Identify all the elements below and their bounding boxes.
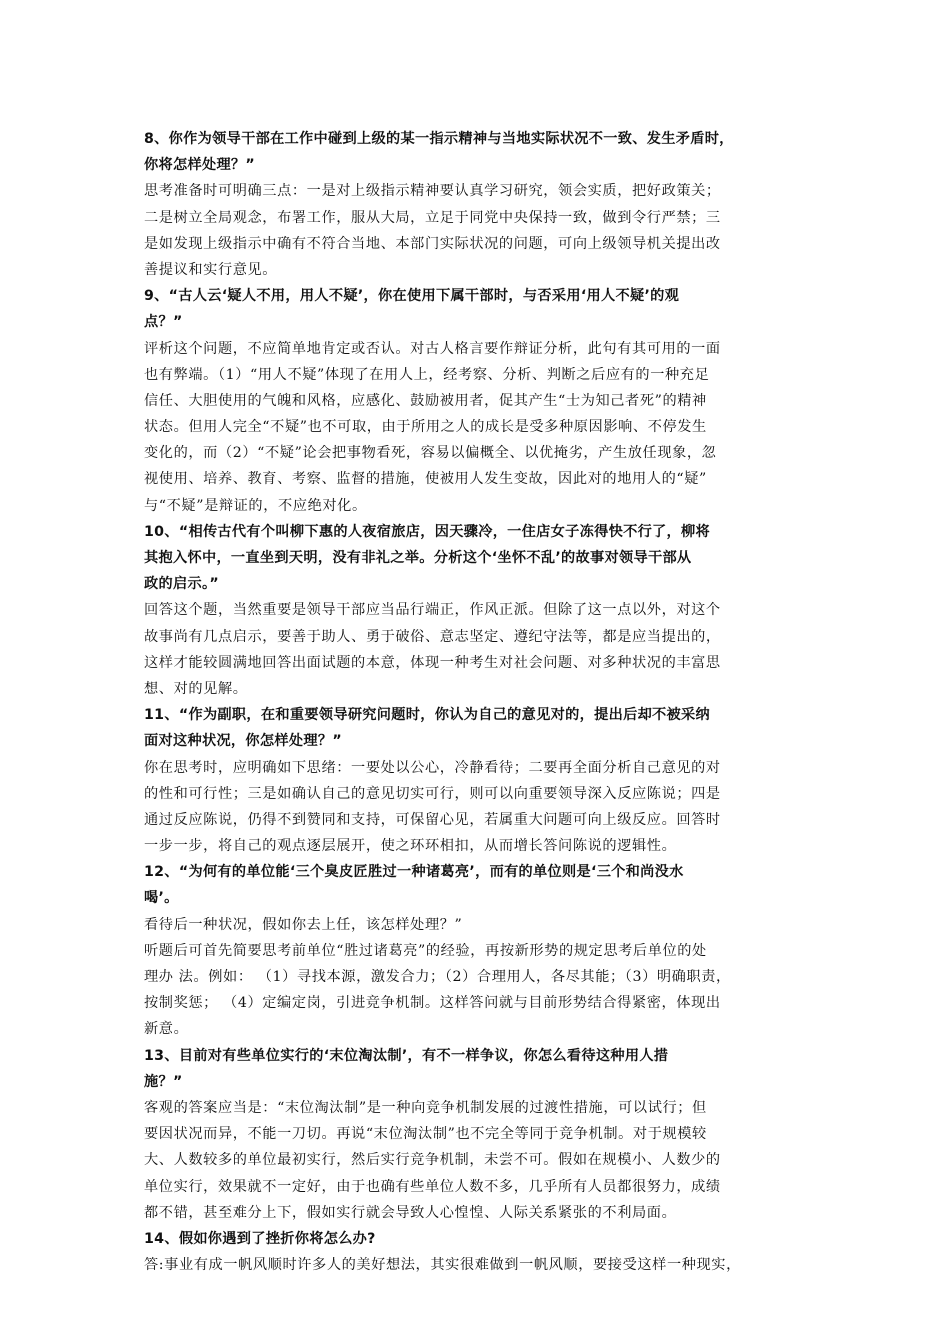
answer-line: 信任、大胆使用的气魄和风格，应感化、鼓励被用者，促其产生“士为知己者死”的精神 — [144, 392, 707, 409]
answer-line: 按制奖惩； （4）定编定岗，引进竞争机制。这样答问就与目前形势结合得紧密，体现出 — [144, 995, 721, 1012]
answer-line: 理办 法。例如： （1）寻找本源，激发合力；（2）合理用人，各尽其能；（3）明确职责， — [144, 969, 731, 985]
answer-line: 变化的，而（2）“不疑”论会把事物看死，容易以偏概全、以优掩劣，产生放任现象，忽 — [144, 445, 717, 462]
answer-line: 也有弊端。（1）“用人不疑”体现了在用人上，经考察、分析、判断之后应有的一种充足 — [144, 366, 710, 383]
answer-line: 的性和可行性；三是如确认自己的意见切实可行，则可以向重要领导深入反应陈说；四是 — [144, 785, 721, 802]
question-line: 14、假如你遇到了挫折你将怎么办? — [144, 1230, 376, 1247]
answer-line: 状态。但用人完全“不疑”也不可取，由于所用之人的成长是受多种原因影响、不停发生 — [144, 419, 707, 436]
answer-line: 通过反应陈说，仍得不到赞同和支持，可保留心见，若属重大问题可向上级反应。回答时 — [144, 811, 721, 828]
question-line: 面对这种状况，你怎样处理？” — [144, 733, 342, 750]
answer-line: 想、对的见解。 — [144, 680, 248, 697]
answer-line: 回答这个题，当然重要是领导干部应当品行端正，作风正派。但除了这一点以外，对这个 — [144, 602, 721, 619]
answer-line: 思考准备时可明确三点：一是对上级指示精神要认真学习研究，领会实质，把好政策关； — [144, 183, 721, 200]
answer-line: 要因状况而异，不能一刀切。再说“末位淘汰制”也不完全等同于竞争机制。对于规模较 — [144, 1126, 707, 1143]
question-line: 12、“为何有的单位能‘三个臭皮匠胜过一种诸葛亮’，而有的单位则是‘三个和尚没水 — [144, 864, 684, 881]
answer-line: 是如发现上级指示中确有不符合当地、本部门实际状况的问题，可向上级领导机关提出改 — [144, 235, 721, 252]
question-line: 你将怎样处理？” — [144, 157, 256, 174]
question-line: 8、你作为领导干部在工作中碰到上级的某一指示精神与当地实际状况不一致、发生矛盾时， — [144, 131, 734, 147]
answer-line: 单位实行，效果就不一定好，由于也确有些单位人数不多，几乎所有人员都很努力，成绩 — [144, 1178, 721, 1195]
answer-line: 故事尚有几点启示，要善于助人、勇于破俗、意志坚定、遵纪守法等，都是应当提出的， — [144, 628, 721, 645]
answer-line: 善提议和实行意见。 — [144, 261, 278, 278]
document-page — [144, 126, 818, 1278]
question-line: 政的启示。” — [144, 576, 219, 593]
answer-line: 二是树立全局观念，布署工作，服从大局，立足于同党中央保持一致，做到令行严禁；三 — [144, 209, 721, 226]
question-line: 施？” — [144, 1073, 183, 1090]
answer-line: 听题后可首先简要思考前单位“胜过诸葛亮”的经验，再按新形势的规定思考后单位的处 — [144, 942, 707, 959]
answer-line: 都不错，甚至难分上下，假如实行就会导致人心惶惶、人际关系紧张的不利局面。 — [144, 1204, 677, 1221]
question-line: 13、目前对有些单位实行的‘末位淘汰制’，有不一样争议，你怎么看待这种用人措 — [144, 1047, 669, 1064]
answer-line: 新意。 — [144, 1021, 189, 1038]
question-line: 其抱入怀中，一直坐到天明，没有非礼之举。分析这个‘坐怀不乱’的故事对领导干部从 — [144, 550, 692, 566]
question-line: 喝’。 — [144, 890, 179, 907]
answer-line: 看待后一种状况，假如你去上任，该怎样处理？” — [144, 916, 463, 933]
answer-line: 客观的答案应当是：“末位淘汰制”是一种向竞争机制发展的过渡性措施，可以试行；但 — [144, 1099, 707, 1116]
answer-line: 评析这个问题，不应简单地肯定或否认。对古人格言要作辩证分析，此句有其可用的一面 — [144, 340, 721, 357]
answer-line: 你在思考时，应明确如下思绪：一要处以公心，冷静看待；二要再全面分析自己意见的对 — [144, 759, 721, 776]
question-line: 9、“古人云‘疑人不用，用人不疑’，你在使用下属干部时，与否采用‘用人不疑’的观 — [144, 288, 680, 305]
answer-line: 这样才能较圆满地回答出面试题的本意，体现一种考生对社会问题、对多种状况的丰富思 — [144, 654, 721, 671]
question-line: 10、“相传古代有个叫柳下惠的人夜宿旅店，因天骤冷，一住店女子冻得快不行了，柳将 — [144, 523, 711, 540]
answer-line: 一步一步，将自己的观点逐层展开，使之环环相扣，从而增长答问陈说的逻辑性。 — [144, 838, 677, 855]
answer-line: 与“不疑”是辩证的，不应绝对化。 — [144, 497, 367, 514]
answer-line: 大、人数较多的单位最初实行，然后实行竞争机制，未尝不可。假如在规模小、人数少的 — [144, 1152, 721, 1169]
answer-line: 视使用、培养、教育、考察、监督的措施，使被用人发生变故，因此对的地用人的“疑” — [144, 471, 707, 488]
question-line: 点？” — [144, 314, 183, 331]
answer-line: 答:事业有成一帆风顺时许多人的美好想法，其实很难做到一帆风顺，要接受这样一种现实， — [144, 1257, 741, 1274]
question-line: 11、“作为副职，在和重要领导研究问题时，你认为自己的意见对的，提出后却不被采纳 — [144, 707, 711, 724]
